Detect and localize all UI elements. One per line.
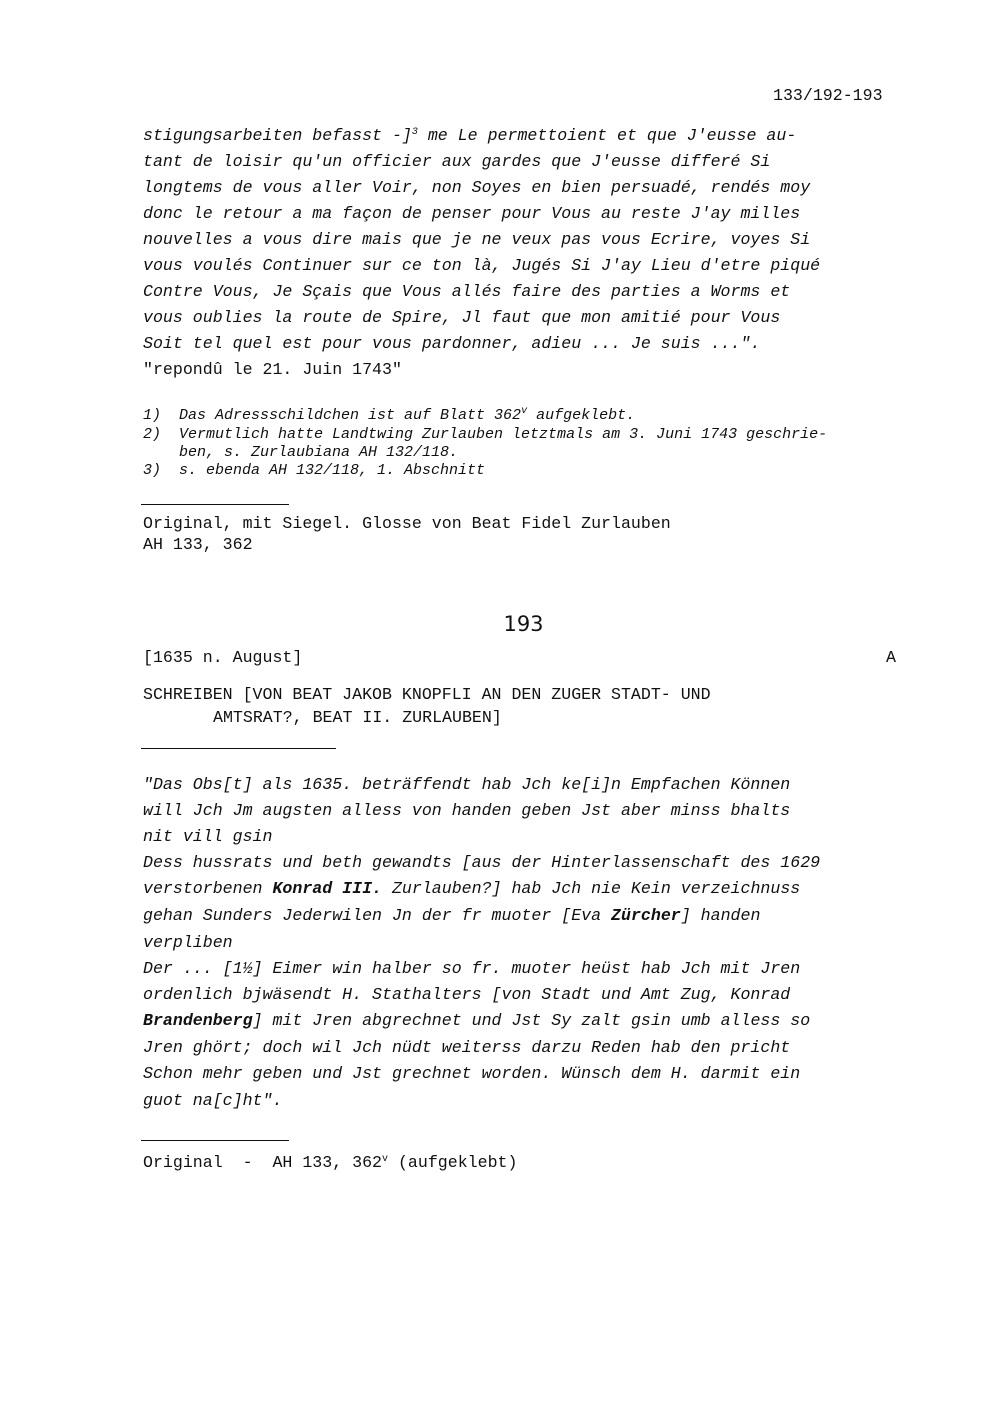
document-source-note: Original - AH 133, 362$^v$ (aufgeklebt) [143,1153,518,1172]
transcription-line: gehan Sunders Jederwilen Jn der fr muoter [Eva Zürcher] handen [143,906,761,925]
footnote: 2) Vermutlich hatte Landtwing Zurlauben letztmals am 3. Juni 1743 geschrie- [143,426,828,443]
superscript: v [521,406,528,417]
footnote-number: 1) [143,407,162,424]
bold-name: Brandenberg [143,1011,253,1030]
reply-note: "repondû le 21. Juin 1743" [143,360,402,379]
title-divider [141,748,336,749]
superscript: v [382,1154,389,1165]
transcription-line: Dess hussrats und beth gewandts [aus der Hinterlassenschaft des 1629 [143,853,821,872]
document-number: 193 [503,612,544,636]
transcription-line: nit vill gsin [143,827,273,846]
transcription-line: will Jch Jm augsten alless von handen geben Jst aber minss bhalts [143,801,791,820]
bold-name: Konrad III. [272,879,382,898]
footnote-divider [141,504,289,505]
text-line: stigungsarbeiten befasst -]$^3$ me Le permettoient et que J'eusse au- [143,126,797,145]
transcription-line: verpliben [143,933,233,952]
footnote: 1) Das Adressschildchen ist auf Blatt 362$^v$ aufgeklebt. [143,406,636,424]
source-archive-ref: AH 133, 362 [143,535,253,554]
transcription-line: guot na[c]ht". [143,1091,283,1110]
footnote-number: 3) [143,462,162,479]
text-line: tant de loisir qu'un officier aux gardes que J'eusse differé Si [143,152,771,171]
bold-name: Zürcher [611,906,681,925]
text-line: vous voulés Continuer sur ce ton là, Jugés Si J'ay Lieu d'etre piqué [143,256,821,275]
text-line: nouvelles a vous dire mais que je ne veux pas vous Ecrire, voyes Si [143,230,811,249]
transcription-line: ordenlich bjwäsendt H. Stathalters [von Stadt und Amt Zug, Konrad [143,985,791,1004]
footnote-number: 2) [143,426,162,443]
text-line: Soit tel quel est pour vous pardonner, adieu ... Je suis ...". [143,334,761,353]
transcription-line: verstorbenen Konrad III. Zurlauben?] hab Jch nie Kein verzeichnuss [143,879,801,898]
document-title-line-2: AMTSRAT?, BEAT II. ZURLAUBEN] [213,708,502,727]
source-divider [141,1140,289,1141]
transcription-line: Brandenberg] mit Jren abgrechnet und Jst Sy zalt gsin umb alless so [143,1011,811,1030]
page-reference: 133/192-193 [773,86,883,105]
document-date: [1635 n. August] [143,648,303,667]
transcription-line: Der ... [1½] Eimer win halber so fr. muoter heüst hab Jch mit Jren [143,959,801,978]
document-mark: A [886,648,896,667]
text-line: longtems de vous aller Voir, non Soyes en bien persuadé, rendés moy [143,178,811,197]
footnote: 3) s. ebenda AH 132/118, 1. Abschnitt [143,462,486,479]
text-line: vous oublies la route de Spire, Jl faut que mon amitié pour Vous [143,308,781,327]
superscript: 3 [411,127,418,138]
document-title-line-1: SCHREIBEN [VON BEAT JAKOB KNOPFLI AN DEN ZUGER STADT- UND [143,685,711,704]
text-line: donc le retour a ma façon de penser pour Vous au reste J'ay milles [143,204,801,223]
transcription-line: Schon mehr geben und Jst grechnet worden. Wünsch dem H. darmit ein [143,1064,801,1083]
source-note: Original, mit Siegel. Glosse von Beat Fidel Zurlauben [143,514,671,533]
transcription-line: Jren ghört; doch wil Jch nüdt weiterss darzu Reden hab den pricht [143,1038,791,1057]
text-line: Contre Vous, Je Sçais que Vous allés faire des parties a Worms et [143,282,791,301]
footnote: ben, s. Zurlaubiana AH 132/118. [179,444,459,461]
transcription-line: "Das Obs[t] als 1635. beträffendt hab Jch ke[i]n Empfachen Können [143,775,791,794]
